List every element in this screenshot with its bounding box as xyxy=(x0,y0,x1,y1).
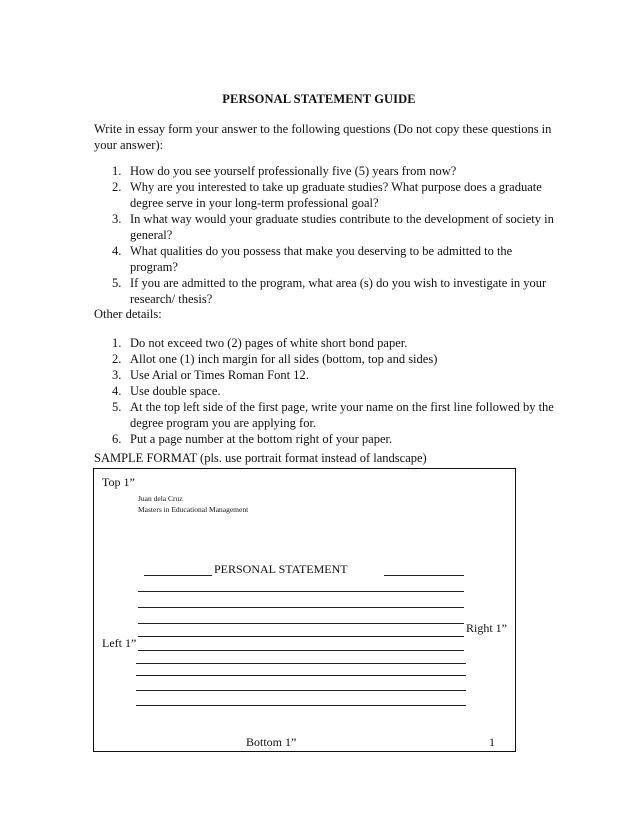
text-line xyxy=(138,607,464,608)
sample-format-label: SAMPLE FORMAT (pls. use portrait format instead of landscape) xyxy=(94,451,427,465)
list-item xyxy=(94,275,554,307)
item-number: 2. xyxy=(112,180,122,194)
item-text: How do you see yourself professionally five (5) years from now? xyxy=(130,164,457,178)
list-item xyxy=(94,211,554,243)
list-item xyxy=(94,351,554,367)
other-details-label: Other details: xyxy=(94,307,162,321)
top-margin-label: Top 1” xyxy=(102,475,135,489)
text-line xyxy=(136,705,466,706)
text-line xyxy=(138,636,464,637)
item-number: 1. xyxy=(112,164,122,178)
item-text: Allot one (1) inch margin for all sides (bottom, top and sides) xyxy=(130,352,438,366)
sample-page-number: 1 xyxy=(489,735,495,749)
list-item xyxy=(94,431,554,447)
item-number: 4. xyxy=(112,384,122,398)
item-text: Put a page number at the bottom right of your paper. xyxy=(130,432,393,446)
text-line xyxy=(138,623,464,624)
item-text: Use Arial or Times Roman Font 12. xyxy=(130,368,309,382)
item-number: 3. xyxy=(112,368,122,382)
list-item xyxy=(94,399,554,431)
item-text: Why are you interested to take up graduate studies? What purpose does a graduate degree serve in your long-term professional goal? xyxy=(130,180,542,210)
item-text: In what way would your graduate studies contribute to the development of society in general? xyxy=(130,212,554,242)
item-number: 5. xyxy=(112,276,122,290)
item-text: Do not exceed two (2) pages of white short bond paper. xyxy=(130,336,408,350)
list-item xyxy=(94,163,554,179)
item-number: 1. xyxy=(112,336,122,350)
text-line xyxy=(136,675,466,676)
list-item xyxy=(94,243,554,275)
text-line xyxy=(138,591,464,592)
sample-name: Juan dela Cruz xyxy=(138,494,183,503)
item-number: 6. xyxy=(112,432,122,446)
sample-heading: PERSONAL STATEMENT xyxy=(214,562,348,576)
heading-rule-right xyxy=(384,575,464,576)
sample-program: Masters in Educational Management xyxy=(138,505,249,514)
item-number: 5. xyxy=(112,400,122,414)
document-title: PERSONAL STATEMENT GUIDE xyxy=(222,92,416,106)
item-text: If you are admitted to the program, what area (s) do you wish to investigate in your research/ thesis? xyxy=(130,276,547,306)
item-number: 4. xyxy=(112,244,122,258)
list-item xyxy=(94,383,554,399)
item-text: What qualities do you possess that make you deserving to be admitted to the program? xyxy=(130,244,513,274)
heading-rule-left xyxy=(144,575,212,576)
item-text: At the top left side of the first page, write your name on the first line followed by the degree program you are applying for. xyxy=(130,400,554,430)
item-number: 3. xyxy=(112,212,122,226)
bottom-margin-label: Bottom 1” xyxy=(246,735,297,749)
item-text: Use double space. xyxy=(130,384,221,398)
list-item xyxy=(94,367,554,383)
intro-paragraph: Write in essay form your answer to the following questions (Do not copy these questions in your answer): xyxy=(94,122,552,152)
list-item xyxy=(94,179,554,211)
left-margin-label: Left 1” xyxy=(102,636,137,650)
item-number: 2. xyxy=(112,352,122,366)
details-list xyxy=(94,335,554,447)
sample-format-box xyxy=(93,468,516,752)
list-item xyxy=(94,335,554,351)
text-line xyxy=(136,663,466,664)
right-margin-label: Right 1” xyxy=(466,621,507,635)
text-line xyxy=(136,690,466,691)
questions-list xyxy=(94,163,554,307)
text-line xyxy=(138,650,464,651)
